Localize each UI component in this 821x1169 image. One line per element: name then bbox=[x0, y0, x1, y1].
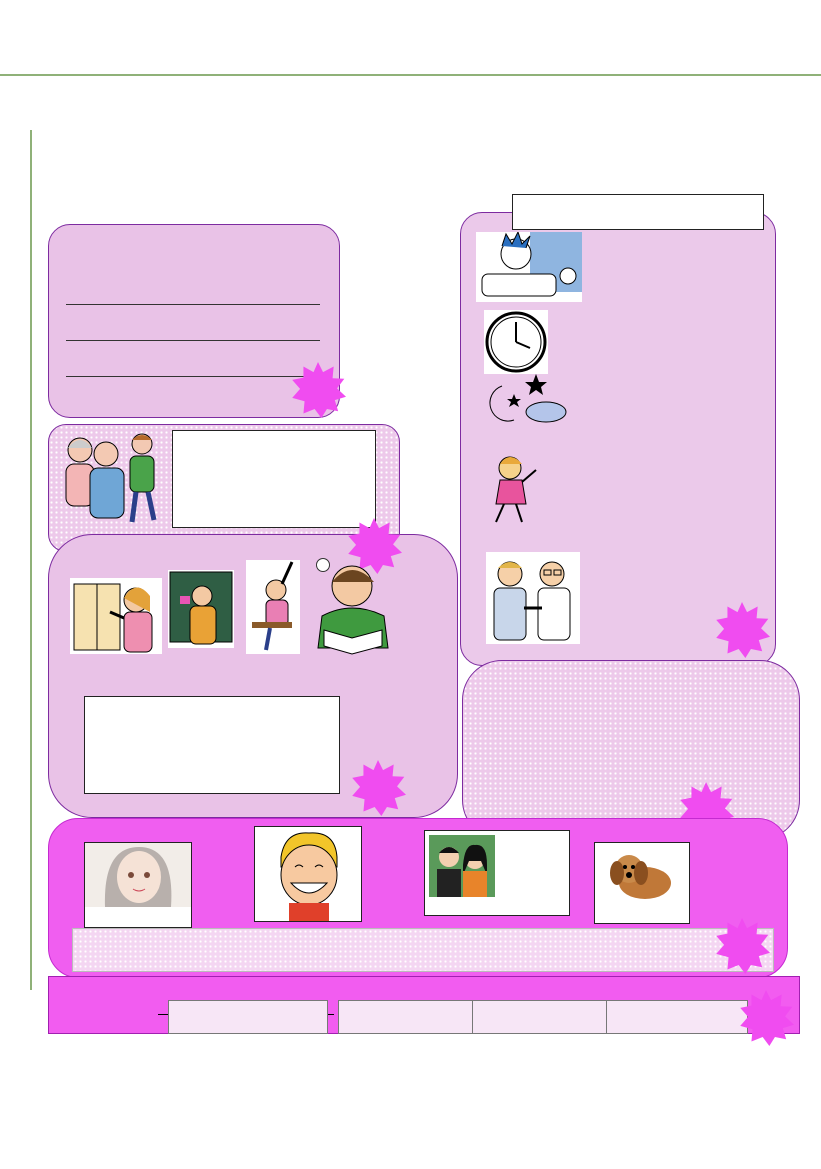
g-answer-4 bbox=[607, 1001, 747, 1013]
answer-line-a-2[interactable] bbox=[66, 340, 320, 341]
smiling-boy-picture bbox=[255, 827, 361, 921]
selin-card bbox=[84, 842, 192, 928]
section-f-questions-box bbox=[72, 928, 774, 972]
handshake-picture bbox=[486, 552, 580, 644]
answer-line-a-1[interactable] bbox=[66, 304, 320, 305]
g-answer-1 bbox=[169, 1001, 327, 1013]
jack-jenny-picture bbox=[429, 835, 495, 897]
selin-picture bbox=[85, 843, 191, 907]
g-answer-box-2 bbox=[338, 1000, 474, 1034]
answer-line-a-3[interactable] bbox=[66, 376, 320, 377]
g-answer-3 bbox=[473, 1001, 607, 1013]
family-picture bbox=[62, 432, 162, 528]
g-answer-box-1 bbox=[168, 1000, 328, 1034]
flower-border-vine-left bbox=[30, 130, 32, 990]
window-picture bbox=[70, 578, 162, 654]
section-b-title-box bbox=[512, 194, 764, 230]
raise-hand-picture bbox=[246, 560, 300, 654]
picture-number-badge bbox=[316, 558, 330, 572]
g-answer-box-4 bbox=[606, 1000, 748, 1034]
section-a-box bbox=[48, 224, 340, 418]
g-answer-box-3 bbox=[472, 1000, 608, 1034]
clock-picture bbox=[484, 310, 548, 374]
boy-waking-picture bbox=[476, 232, 582, 302]
night-sky-picture bbox=[484, 374, 570, 426]
section-e-box bbox=[462, 660, 800, 840]
jack-jenny-card bbox=[424, 830, 570, 916]
boy-card bbox=[254, 826, 362, 922]
dog-picture bbox=[595, 843, 689, 903]
girl-waving-picture bbox=[486, 450, 542, 526]
flower-border-vine bbox=[0, 74, 821, 76]
section-d-list-box bbox=[84, 696, 340, 794]
g-answer-2 bbox=[339, 1001, 473, 1013]
section-c-card bbox=[172, 430, 376, 528]
coffee-card bbox=[594, 842, 690, 924]
clean-board-picture bbox=[168, 570, 234, 648]
